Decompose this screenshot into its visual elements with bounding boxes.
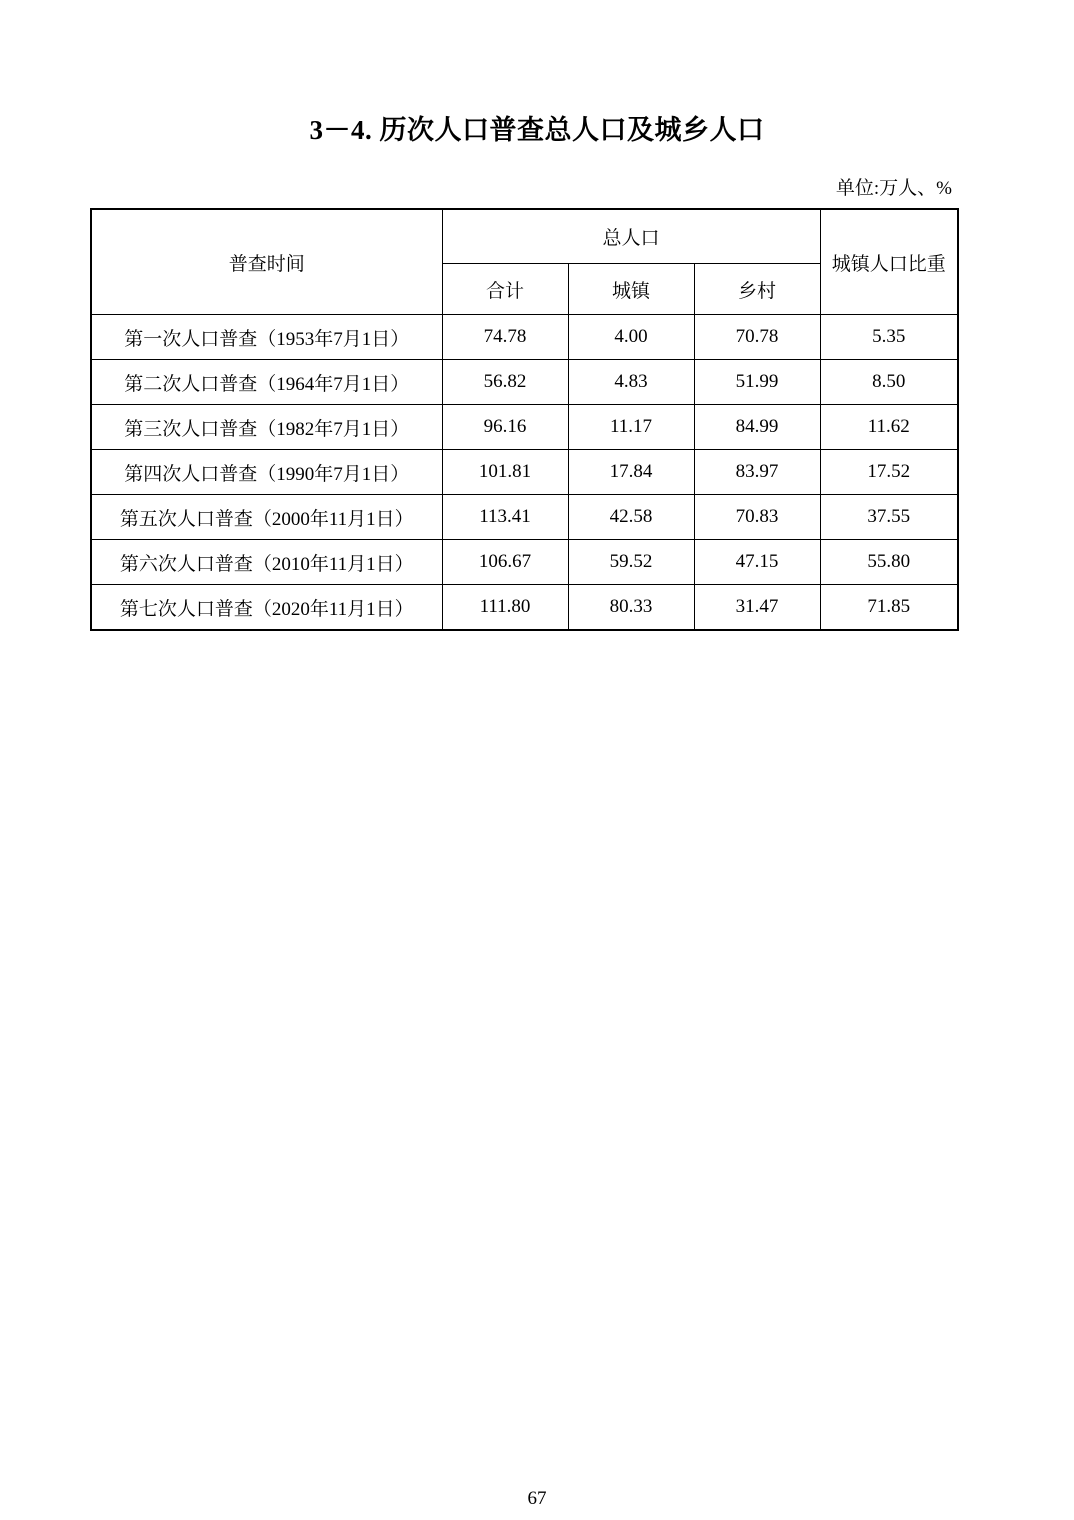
cell-rural: 31.47 xyxy=(694,585,820,631)
table-row xyxy=(91,540,958,585)
cell-total: 74.78 xyxy=(442,315,568,360)
cell-urban: 42.58 xyxy=(568,495,694,540)
cell-urban: 17.84 xyxy=(568,450,694,495)
cell-period: 第五次人口普查（2000年11月1日） xyxy=(91,495,442,540)
cell-period: 第三次人口普查（1982年7月1日） xyxy=(91,405,442,450)
cell-rural: 84.99 xyxy=(694,405,820,450)
table-row xyxy=(91,495,958,540)
table-row xyxy=(91,450,958,495)
cell-urban: 11.17 xyxy=(568,405,694,450)
header-urban-share: 城镇人口比重 xyxy=(820,209,958,315)
table-row xyxy=(91,360,958,405)
cell-urban: 4.00 xyxy=(568,315,694,360)
cell-total: 101.81 xyxy=(442,450,568,495)
cell-period: 第七次人口普查（2020年11月1日） xyxy=(91,585,442,631)
cell-urban-share: 8.50 xyxy=(820,360,958,405)
header-total-population: 总人口 xyxy=(442,209,820,264)
cell-urban-share: 17.52 xyxy=(820,450,958,495)
unit-label: 单位:万人、% xyxy=(835,178,952,199)
header-urban: 城镇 xyxy=(568,264,694,315)
cell-urban-share: 5.35 xyxy=(820,315,958,360)
cell-total: 111.80 xyxy=(442,585,568,631)
cell-urban: 4.83 xyxy=(568,360,694,405)
header-rural: 乡村 xyxy=(694,264,820,315)
table-row xyxy=(91,315,958,360)
cell-urban-share: 55.80 xyxy=(820,540,958,585)
cell-urban-share: 11.62 xyxy=(820,405,958,450)
table-row xyxy=(91,585,958,631)
page-number: 67 xyxy=(527,1488,547,1509)
cell-rural: 70.83 xyxy=(694,495,820,540)
cell-rural: 47.15 xyxy=(694,540,820,585)
cell-rural: 51.99 xyxy=(694,360,820,405)
cell-urban: 80.33 xyxy=(568,585,694,631)
cell-period: 第四次人口普查（1990年7月1日） xyxy=(91,450,442,495)
cell-total: 96.16 xyxy=(442,405,568,450)
page-title: 3－4. 历次人口普查总人口及城乡人口 xyxy=(309,115,765,145)
table-row xyxy=(91,405,958,450)
cell-rural: 70.78 xyxy=(694,315,820,360)
cell-rural: 83.97 xyxy=(694,450,820,495)
header-total: 合计 xyxy=(442,264,568,315)
cell-total: 56.82 xyxy=(442,360,568,405)
cell-period: 第一次人口普查（1953年7月1日） xyxy=(91,315,442,360)
cell-total: 113.41 xyxy=(442,495,568,540)
cell-urban-share: 71.85 xyxy=(820,585,958,631)
cell-total: 106.67 xyxy=(442,540,568,585)
cell-urban: 59.52 xyxy=(568,540,694,585)
census-table xyxy=(90,208,959,631)
cell-urban-share: 37.55 xyxy=(820,495,958,540)
header-period: 普查时间 xyxy=(91,209,442,315)
cell-period: 第二次人口普查（1964年7月1日） xyxy=(91,360,442,405)
cell-period: 第六次人口普查（2010年11月1日） xyxy=(91,540,442,585)
